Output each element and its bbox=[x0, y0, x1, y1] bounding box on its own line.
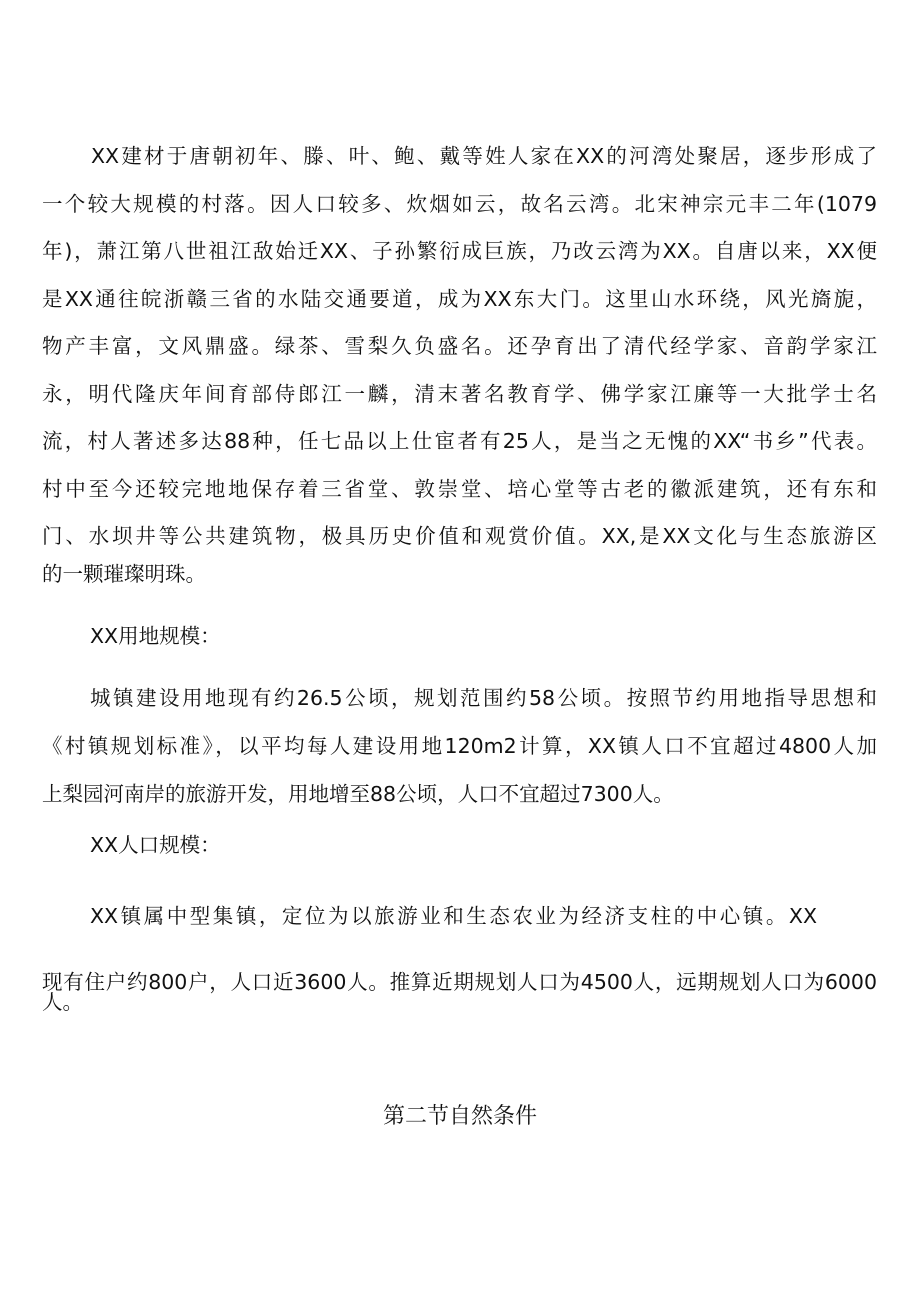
paragraph-3-line-2: 现有住户约800户，人口近3600人。推算近期规划人口为4500人，远期规划人口为6000 bbox=[42, 970, 877, 994]
paragraph-1-line-9: 门、水坝井等公共建筑物，极具历史价值和观赏价值。XX,是XX文化与生态旅游区 bbox=[42, 524, 877, 548]
paragraph-1-line-4: 是XX通往皖浙赣三省的水陆交通要道，成为XX东大门。这里山水环绕，风光旖旎， bbox=[42, 287, 877, 311]
paragraph-3-line-3: 人。 bbox=[42, 990, 83, 1014]
paragraph-2-line-3: 上梨园河南岸的旅游开发，用地增至88公顷，人口不宜超过7300人。 bbox=[42, 782, 674, 806]
population-scale-heading: XX人口规模： bbox=[90, 833, 221, 857]
paragraph-2-line-2: 《村镇规划标准》，以平均每人建设用地120m2计算，XX镇人口不宜超过4800人加 bbox=[42, 734, 877, 758]
paragraph-1-line-8: 村中至今还较完地地保存着三省堂、敦崇堂、培心堂等古老的徽派建筑，还有东和 bbox=[42, 477, 877, 501]
paragraph-1-line-1: XX建材于唐朝初年、滕、叶、鲍、戴等姓人家在XX的河湾处聚居，逐步形成了 bbox=[91, 144, 877, 168]
paragraph-1-line-2: 一个较大规模的村落。因人口较多、炊烟如云，故名云湾。北宋神宗元丰二年(1079 bbox=[42, 192, 877, 216]
paragraph-1-line-6: 永，明代隆庆年间育部侍郎江一麟，清末著名教育学、佛学家江廉等一大批学士名 bbox=[42, 382, 877, 406]
paragraph-1-line-10: 的一颗璀璨明珠。 bbox=[42, 562, 206, 586]
land-scale-heading: XX用地规模： bbox=[90, 624, 221, 648]
paragraph-3-line-1: XX镇属中型集镇，定位为以旅游业和生态农业为经济支柱的中心镇。XX bbox=[90, 904, 817, 928]
paragraph-1-line-7: 流，村人著述多达88种，任七品以上仕宦者有25人，是当之无愧的XX“书乡”代表。 bbox=[42, 429, 877, 453]
section-title: 第二节自然条件 bbox=[382, 1104, 537, 1129]
paragraph-1-line-3: 年)，萧江第八世祖江敌始迁XX、子孙繁衍成巨族，乃改云湾为XX。自唐以来，XX便 bbox=[42, 239, 877, 263]
paragraph-2-line-1: 城镇建设用地现有约26.5公顷，规划范围约58公顷。按照节约用地指导思想和 bbox=[90, 686, 877, 710]
paragraph-1-line-5: 物产丰富，文风鼎盛。绿茶、雪梨久负盛名。还孕育出了清代经学家、音韵学家江 bbox=[42, 334, 877, 358]
